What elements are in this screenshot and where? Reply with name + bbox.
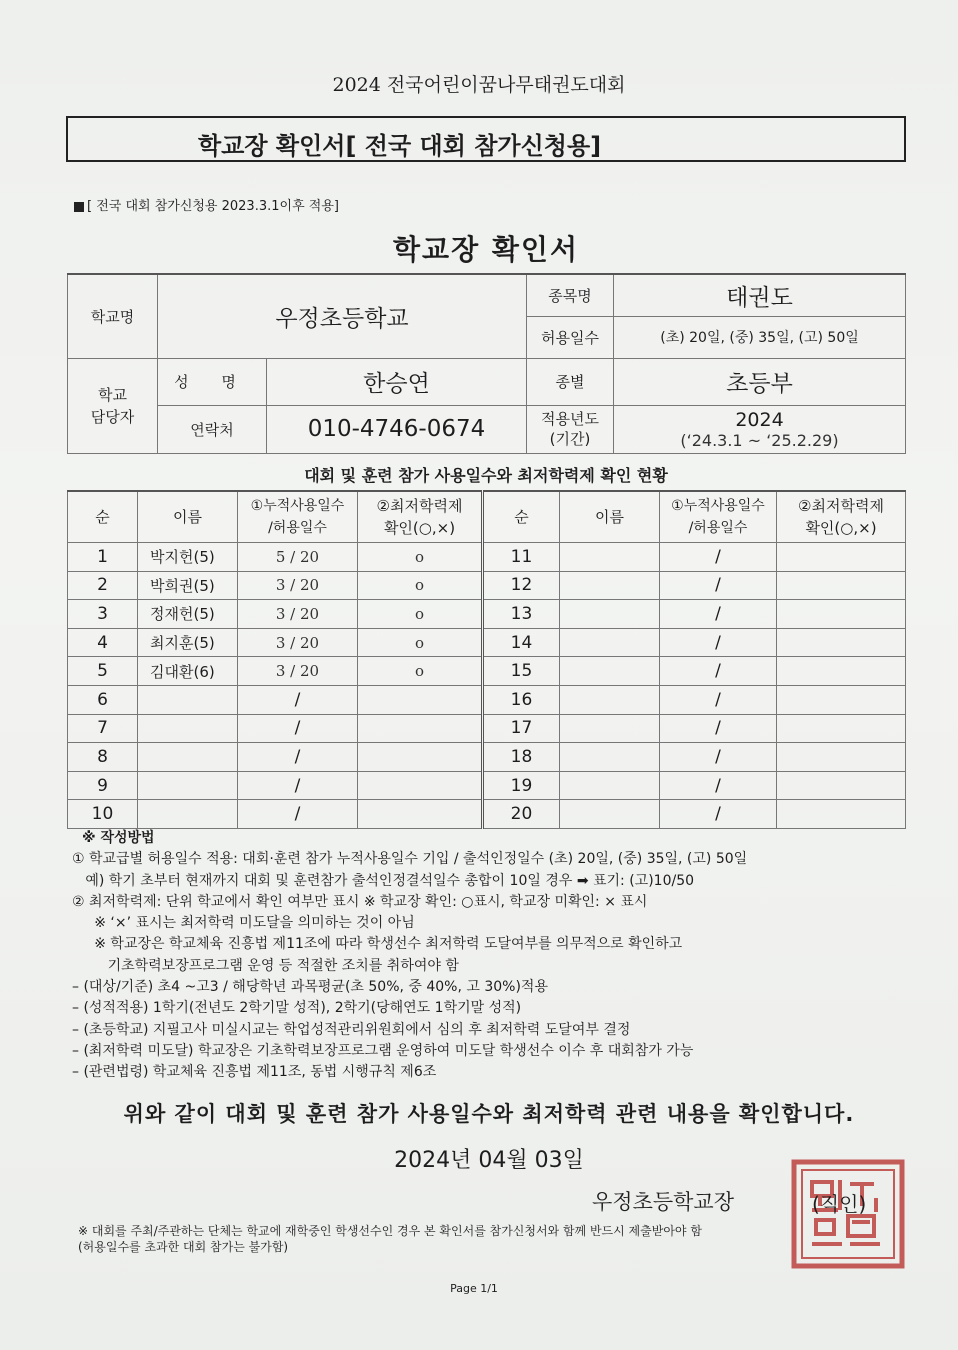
header-academic-right: ②최저학력제 확인(○,×) <box>777 491 906 543</box>
row-no: 18 <box>483 743 560 772</box>
row-name <box>560 628 660 657</box>
row-name: 김대환(6) <box>138 657 238 686</box>
row-days: / <box>660 543 777 572</box>
row-days: / <box>238 714 358 743</box>
roster-table <box>67 490 906 829</box>
main-title: 학교장 확인서 <box>392 233 580 266</box>
row-name <box>560 743 660 772</box>
row-name <box>560 571 660 600</box>
row-academic: o <box>358 571 483 600</box>
row-days: 3 / 20 <box>238 571 358 600</box>
table-row <box>68 571 906 600</box>
row-days: / <box>238 685 358 714</box>
note-line: ② 최저학력제: 단위 학교에서 확인 여부만 표시 ※ 학교장 확인: ○표시, 학교장 미확인: × 표시 <box>72 893 648 910</box>
manager-label: 학교 담당자 <box>68 358 158 453</box>
row-no: 7 <box>68 714 138 743</box>
table-row <box>68 600 906 629</box>
row-name <box>560 714 660 743</box>
note-line: – (대상/기준) 초4 ~고3 / 해당학년 과목평균(초 50%, 중 40%, 고 30%)적용 <box>72 979 548 996</box>
header-name-left: 이름 <box>138 491 238 543</box>
row-name <box>138 800 238 829</box>
square-bullet-icon <box>74 202 84 212</box>
row-name <box>138 771 238 800</box>
row-academic <box>777 600 906 629</box>
header-no-left: 순 <box>68 491 138 543</box>
row-name <box>560 800 660 829</box>
row-no: 12 <box>483 571 560 600</box>
row-no: 9 <box>68 771 138 800</box>
note-line: – (성적적용) 1학기(전년도 2학기말 성적), 2학기(당해연도 1학기말 성적) <box>72 1000 522 1017</box>
table-row <box>68 628 906 657</box>
table-row <box>68 543 906 572</box>
row-no: 13 <box>483 600 560 629</box>
row-name <box>560 543 660 572</box>
row-name <box>560 657 660 686</box>
footnote: ※ 대회를 주최/주관하는 단체는 학교에 재학중인 학생선수인 경우 본 확인서를 참가신청서와 함께 반드시 제출받아야 함 (허용일수를 초과한 대회 참가는 불가함) <box>78 1224 702 1254</box>
row-academic <box>358 714 483 743</box>
row-academic <box>358 685 483 714</box>
info-table <box>67 273 906 454</box>
row-days: / <box>660 600 777 629</box>
table-row <box>68 714 906 743</box>
header-days-left: ①누적사용일수 /허용일수 <box>238 491 358 543</box>
row-academic <box>358 771 483 800</box>
table-row <box>68 771 906 800</box>
header-title: 학교장 확인서[ 전국 대회 참가신청용] <box>198 132 602 160</box>
row-days: / <box>660 571 777 600</box>
allowed-days-label: 허용일수 <box>527 316 614 358</box>
note-line: – (최저학력 미도달) 학교장은 기초학력보장프로그램 운영하여 미도달 학생선수 이수 후 대회참가 가능 <box>72 1042 694 1059</box>
contact-label: 연락처 <box>158 405 267 453</box>
school-value: 우정초등학교 <box>158 274 527 358</box>
table-row <box>68 685 906 714</box>
row-no: 10 <box>68 800 138 829</box>
table-row <box>68 657 906 686</box>
table-row <box>68 800 906 829</box>
row-name: 정재헌(5) <box>138 600 238 629</box>
page-number: Page 1/1 <box>450 1282 498 1295</box>
year-period: (‘24.3.1 ~ ‘25.2.29) <box>680 430 839 450</box>
note-line: – (초등학교) 지필고사 미실시교는 학업성적관리위원회에서 심의 후 최저학력 도달여부 결정 <box>72 1021 631 1038</box>
row-no: 6 <box>68 685 138 714</box>
row-no: 16 <box>483 685 560 714</box>
note-line: ※ ‘×’ 표시는 최저학력 미도달을 의미하는 것이 아님 <box>72 915 415 932</box>
year-cell <box>614 405 906 453</box>
note-line: ※ 학교장은 학교체육 진흥법 제11조에 따라 학생선수 최저학력 도달여부를 의무적으로 확인하고 <box>72 936 683 953</box>
row-academic <box>358 743 483 772</box>
row-academic <box>777 543 906 572</box>
note-line: ① 학교급별 허용일수 적용: 대회·훈련 참가 누적사용일수 기입 / 출석인정일수 (초) 20일, (중) 35일, (고) 50일 <box>72 851 748 868</box>
row-academic <box>777 571 906 600</box>
allowed-days-value: (초) 20일, (중) 35일, (고) 50일 <box>614 316 906 358</box>
year-label: 적용년도 (기간) <box>527 405 614 453</box>
division-label: 종별 <box>527 358 614 405</box>
row-no: 5 <box>68 657 138 686</box>
row-no: 4 <box>68 628 138 657</box>
header-academic-left: ②최저학력제 확인(○,×) <box>358 491 483 543</box>
row-name <box>560 600 660 629</box>
instructions <box>72 828 902 1084</box>
form-note-text: [ 전국 대회 참가신청용 2023.3.1이후 적용] <box>87 199 339 214</box>
row-no: 19 <box>483 771 560 800</box>
row-academic: o <box>358 600 483 629</box>
row-no: 3 <box>68 600 138 629</box>
row-no: 1 <box>68 543 138 572</box>
header-box <box>66 116 906 162</box>
row-academic: o <box>358 543 483 572</box>
row-days: 3 / 20 <box>238 600 358 629</box>
row-no: 17 <box>483 714 560 743</box>
section-title: 대회 및 훈련 참가 사용일수와 최저학력제 확인 현황 <box>304 466 668 485</box>
row-name <box>138 714 238 743</box>
row-academic: o <box>358 657 483 686</box>
row-academic <box>777 800 906 829</box>
row-no: 20 <box>483 800 560 829</box>
note-line: 예) 학기 초부터 현재까지 대회 및 훈련참가 출석인정결석일수 총합이 10일 경우 ➡ 표기: (고)10/50 <box>72 872 695 889</box>
row-no: 2 <box>68 571 138 600</box>
row-academic <box>777 743 906 772</box>
row-days: / <box>660 743 777 772</box>
row-days: / <box>660 657 777 686</box>
row-academic <box>777 685 906 714</box>
row-academic: o <box>358 628 483 657</box>
row-days: / <box>238 800 358 829</box>
event-value: 태권도 <box>614 274 906 316</box>
row-days: 3 / 20 <box>238 628 358 657</box>
row-name <box>560 771 660 800</box>
row-days: / <box>238 743 358 772</box>
issue-date: 2024년 04월 03일 <box>394 1148 584 1173</box>
row-academic <box>777 657 906 686</box>
notes-heading: ※ 작성방법 <box>82 830 155 846</box>
row-academic <box>777 771 906 800</box>
row-days: 5 / 20 <box>238 543 358 572</box>
seal-label: (직인) <box>812 1192 867 1216</box>
row-academic <box>777 714 906 743</box>
event-label: 종목명 <box>527 274 614 316</box>
row-days: / <box>660 800 777 829</box>
row-days: / <box>660 628 777 657</box>
header-days-right: ①누적사용일수 /허용일수 <box>660 491 777 543</box>
contact-value: 010-4746-0674 <box>267 405 527 453</box>
row-no: 8 <box>68 743 138 772</box>
row-days: / <box>660 714 777 743</box>
table-row <box>68 743 906 772</box>
confirm-statement: 위와 같이 대회 및 훈련 참가 사용일수와 최저학력 관련 내용을 확인합니다. <box>123 1102 855 1126</box>
manager-name: 한승연 <box>267 358 527 405</box>
note-line: – (관련법령) 학교체육 진흥법 제11조, 동법 시행규칙 제6조 <box>72 1064 437 1081</box>
row-days: / <box>660 771 777 800</box>
event-title: 2024 전국어린이꿈나무태권도대회 <box>332 74 626 96</box>
header-no-right: 순 <box>483 491 560 543</box>
row-no: 11 <box>483 543 560 572</box>
row-name: 최지훈(5) <box>138 628 238 657</box>
row-name: 박희권(5) <box>138 571 238 600</box>
row-no: 15 <box>483 657 560 686</box>
row-academic <box>358 800 483 829</box>
form-note <box>74 195 339 214</box>
row-academic <box>777 628 906 657</box>
header-name-right: 이름 <box>560 491 660 543</box>
name-label: 성 명 <box>158 358 267 405</box>
row-name <box>138 685 238 714</box>
row-days: / <box>660 685 777 714</box>
division-value: 초등부 <box>614 358 906 405</box>
row-no: 14 <box>483 628 560 657</box>
row-days: / <box>238 771 358 800</box>
row-name <box>560 685 660 714</box>
row-days: 3 / 20 <box>238 657 358 686</box>
note-line: 기초학력보장프로그램 운영 등 적절한 조치를 취하여야 함 <box>72 957 459 974</box>
signer-name: 우정초등학교장 <box>592 1190 735 1214</box>
school-label: 학교명 <box>68 274 158 358</box>
year-value: 2024 <box>735 408 784 431</box>
row-name: 박지헌(5) <box>138 543 238 572</box>
row-name <box>138 743 238 772</box>
